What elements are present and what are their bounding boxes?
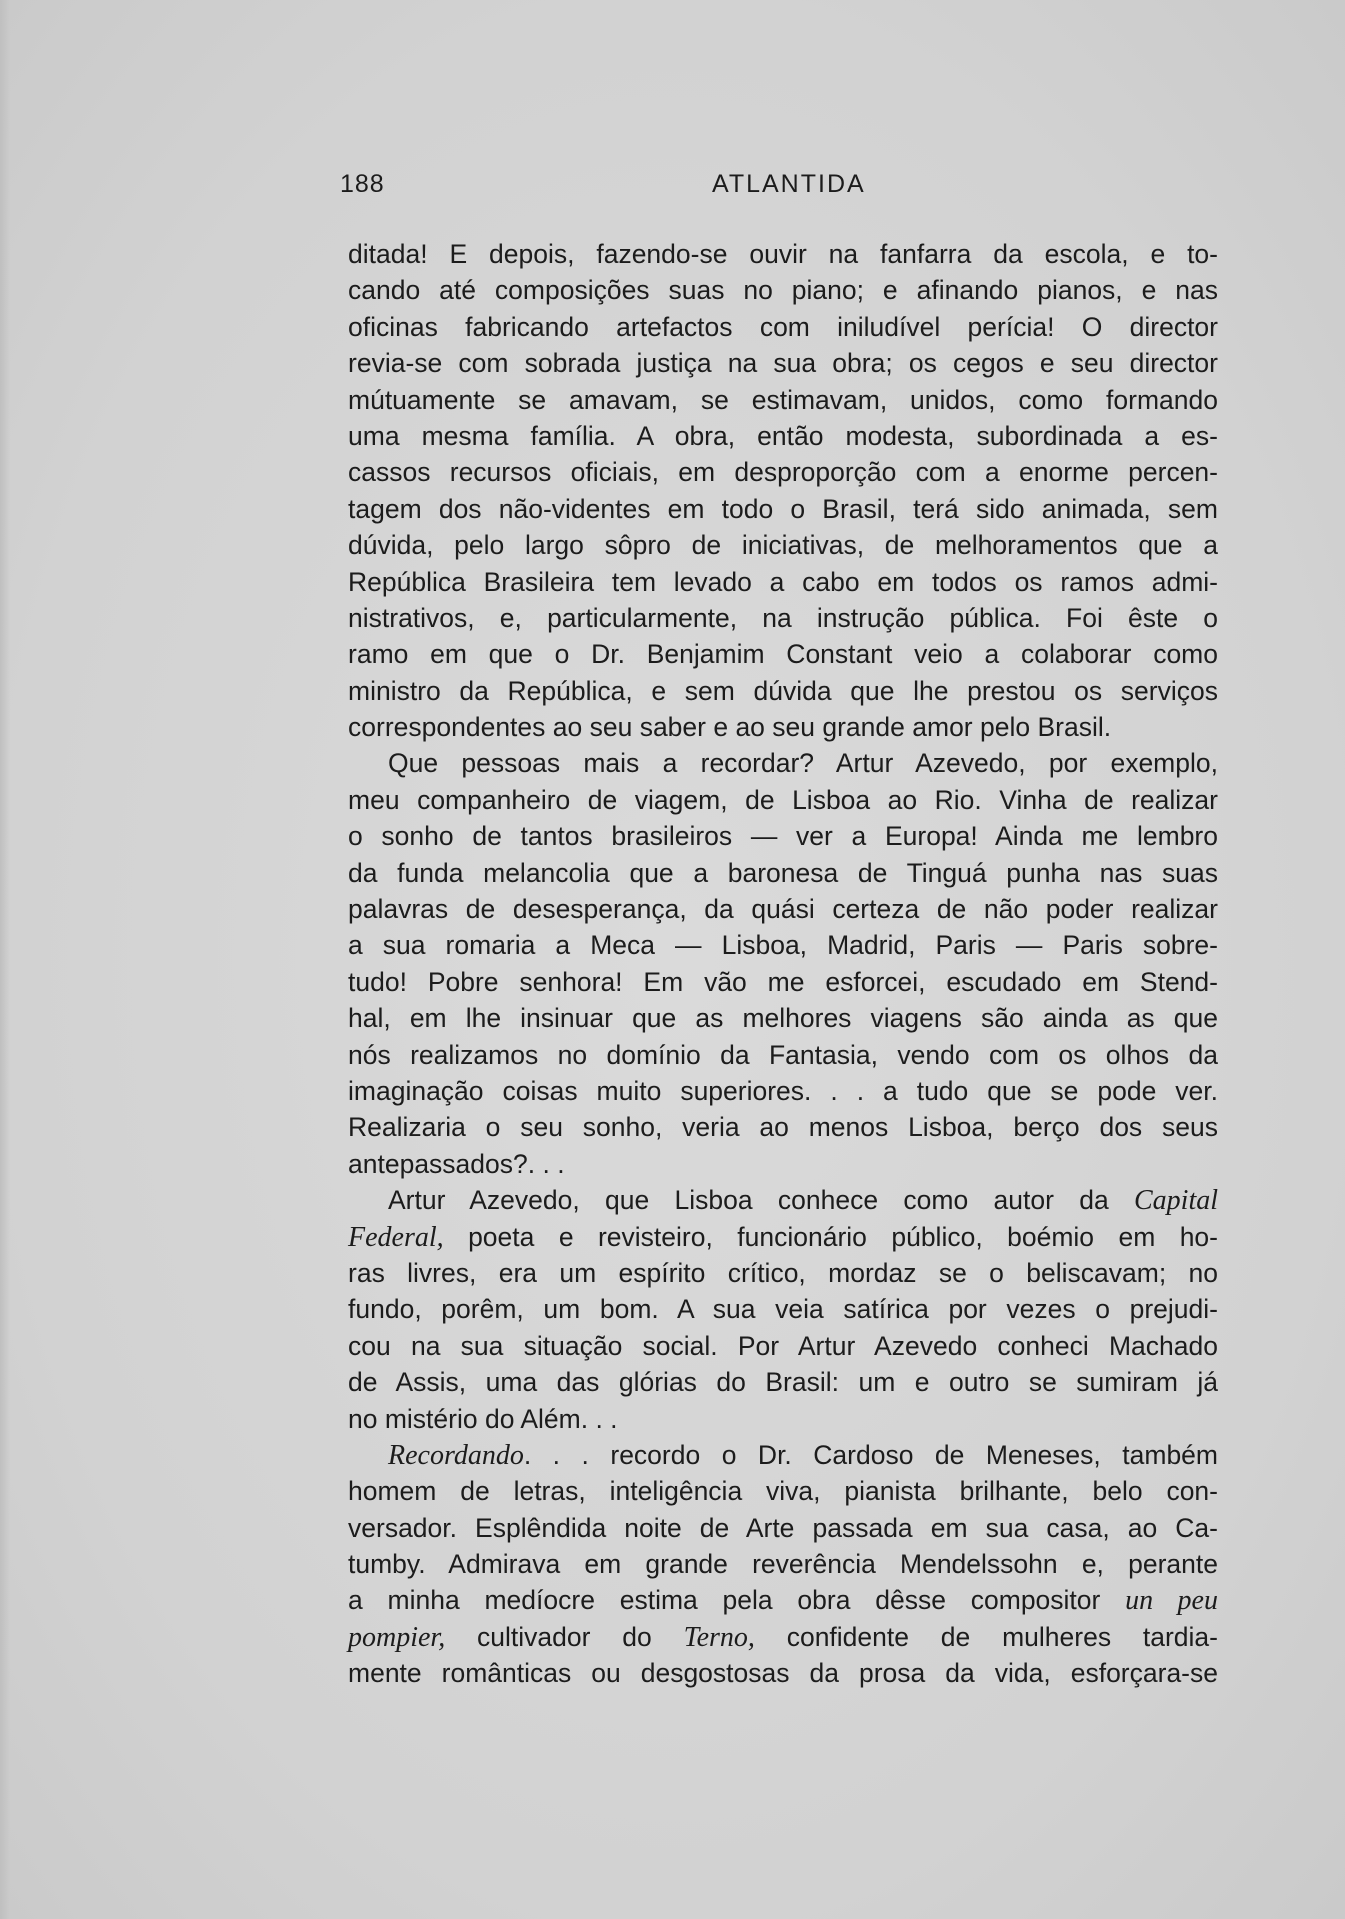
text-line xyxy=(348,454,1218,490)
body-text xyxy=(348,236,1218,1692)
running-head xyxy=(340,170,1210,210)
text-segment: meu companheiro de viagem, de Lisboa ao Rio. Vinha de realizar xyxy=(348,784,1218,815)
text-line xyxy=(348,1146,1218,1182)
text-segment: Artur Azevedo, que Lisboa conhece como autor da xyxy=(388,1185,1134,1216)
text-line xyxy=(348,309,1218,345)
text-line xyxy=(348,1437,1218,1473)
text-segment: hal, em lhe insinuar que as melhores viagens são ainda as que xyxy=(348,1003,1218,1034)
text-line xyxy=(348,927,1218,963)
text-line xyxy=(348,964,1218,1000)
text-line xyxy=(348,1473,1218,1509)
page-edge-shadow xyxy=(0,0,10,1919)
text-segment: mútuamente se amavam, se estimavam, unidos, como formando xyxy=(348,384,1218,415)
italic-text: un peu xyxy=(1125,1585,1218,1617)
text-segment: cando até composições suas no piano; e afinando pianos, e nas xyxy=(348,275,1218,306)
text-segment: confidente de mulheres tardia- xyxy=(754,1621,1218,1652)
text-line xyxy=(348,782,1218,818)
text-segment: a minha medíocre estima pela obra dêsse compositor xyxy=(348,1585,1126,1616)
text-line xyxy=(348,1219,1218,1255)
text-segment: homem de letras, inteligência viva, pianista brilhante, belo con- xyxy=(348,1476,1218,1507)
text-segment: tumby. Admirava em grande reverência Mendelssohn e, perante xyxy=(348,1549,1218,1580)
text-segment: da funda melancolia que a baronesa de Tinguá punha nas suas xyxy=(348,857,1218,888)
text-line xyxy=(348,1364,1218,1400)
text-segment: oficinas fabricando artefactos com iniludível perícia! O director xyxy=(348,311,1218,342)
text-line xyxy=(348,1401,1218,1437)
text-segment: o sonho de tantos brasileiros — ver a Europa! Ainda me lembro xyxy=(348,821,1218,852)
text-segment: tagem dos não-videntes em todo o Brasil, terá sido animada, sem xyxy=(348,493,1218,524)
text-segment: revia-se com sobrada justiça na sua obra; os cegos e seu director xyxy=(348,348,1218,379)
text-line xyxy=(348,1510,1218,1546)
text-segment: cultivador do xyxy=(445,1621,684,1652)
text-segment: ditada! E depois, fazendo-se ouvir na fanfarra da escola, e to- xyxy=(348,239,1218,269)
text-line xyxy=(348,1328,1218,1364)
text-segment: cou na sua situação social. Por Artur Azevedo conheci Machado xyxy=(348,1330,1218,1361)
text-line xyxy=(348,564,1218,600)
text-segment: versador. Esplêndida noite de Arte passada em sua casa, ao Ca- xyxy=(348,1512,1218,1543)
text-segment: ministro da República, e sem dúvida que lhe prestou os serviços xyxy=(348,675,1218,706)
text-segment: palavras de desesperança, da quási certeza de não poder realizar xyxy=(348,894,1218,925)
text-line xyxy=(348,891,1218,927)
text-segment: dúvida, pelo largo sôpro de iniciativas, de melhoramentos que a xyxy=(348,530,1218,561)
text-segment: mente românticas ou desgostosas da prosa da vida, esforçara-se xyxy=(348,1658,1218,1689)
text-line xyxy=(348,491,1218,527)
text-segment: de Assis, uma das glórias do Brasil: um e outro se sumiram já xyxy=(348,1367,1218,1398)
text-segment: nós realizamos no domínio da Fantasia, vendo com os olhos da xyxy=(348,1039,1218,1070)
text-line xyxy=(348,1109,1218,1145)
text-line xyxy=(348,1582,1218,1618)
text-segment: ramo em que o Dr. Benjamim Constant veio a colaborar como xyxy=(348,639,1218,670)
text-line xyxy=(348,600,1218,636)
text-line xyxy=(348,527,1218,563)
text-line xyxy=(348,272,1218,308)
italic-text: Capital xyxy=(1133,1185,1218,1217)
italic-text: Federal, xyxy=(348,1221,444,1253)
text-line xyxy=(348,745,1218,781)
text-segment: República Brasileira tem levado a cabo em todos os ramos admi- xyxy=(348,566,1218,597)
text-segment: tudo! Pobre senhora! Em vão me esforcei, escudado em Stend- xyxy=(348,966,1218,997)
text-line xyxy=(348,345,1218,381)
text-segment: a sua romaria a Meca — Lisboa, Madrid, Paris — Paris sobre- xyxy=(348,930,1218,961)
text-line xyxy=(348,855,1218,891)
page-number: 188 xyxy=(340,170,385,198)
text-segment: cassos recursos oficiais, em desproporção com a enorme percen- xyxy=(348,457,1218,488)
text-line xyxy=(348,1255,1218,1291)
text-segment: correspondentes ao seu saber e ao seu grande amor pelo Brasil. xyxy=(348,712,1112,743)
text-segment: poeta e revisteiro, funcionário público, boémio em ho- xyxy=(443,1221,1218,1252)
text-segment: nistrativos, e, particularmente, na instrução pública. Foi êste o xyxy=(348,602,1218,633)
text-line xyxy=(348,236,1218,272)
text-line xyxy=(348,1619,1218,1655)
text-line xyxy=(348,1000,1218,1036)
text-line xyxy=(348,1291,1218,1327)
italic-text: Recordando xyxy=(388,1439,524,1471)
text-segment: fundo, porêm, um bom. A sua veia satírica por vezes o prejudi- xyxy=(348,1294,1218,1325)
text-line xyxy=(348,673,1218,709)
text-segment: ras livres, era um espírito crítico, mordaz se o beliscavam; no xyxy=(348,1257,1218,1288)
text-segment: Que pessoas mais a recordar? Artur Azevedo, por exemplo, xyxy=(388,748,1218,779)
text-segment: uma mesma família. A obra, então modesta, subordinada a es- xyxy=(348,420,1218,451)
text-line xyxy=(348,709,1218,745)
text-line xyxy=(348,636,1218,672)
text-segment: imaginação coisas muito superiores. . . a tudo que se pode ver. xyxy=(348,1075,1218,1106)
text-line xyxy=(348,418,1218,454)
text-segment: antepassados?. . . xyxy=(348,1148,565,1179)
text-segment: . . . recordo o Dr. Cardoso de Meneses, também xyxy=(523,1439,1218,1470)
text-line xyxy=(348,1655,1218,1691)
text-line xyxy=(348,382,1218,418)
text-line xyxy=(348,1182,1218,1218)
text-line xyxy=(348,818,1218,854)
text-line xyxy=(348,1037,1218,1073)
text-segment: Realizaria o seu sonho, veria ao menos Lisboa, berço dos seus xyxy=(348,1112,1218,1143)
text-line xyxy=(348,1073,1218,1109)
running-title: ATLANTIDA xyxy=(712,170,866,198)
italic-text: pompier, xyxy=(348,1621,446,1653)
text-segment: no mistério do Além. . . xyxy=(348,1403,618,1434)
text-line xyxy=(348,1546,1218,1582)
italic-text: Terno, xyxy=(683,1621,755,1653)
